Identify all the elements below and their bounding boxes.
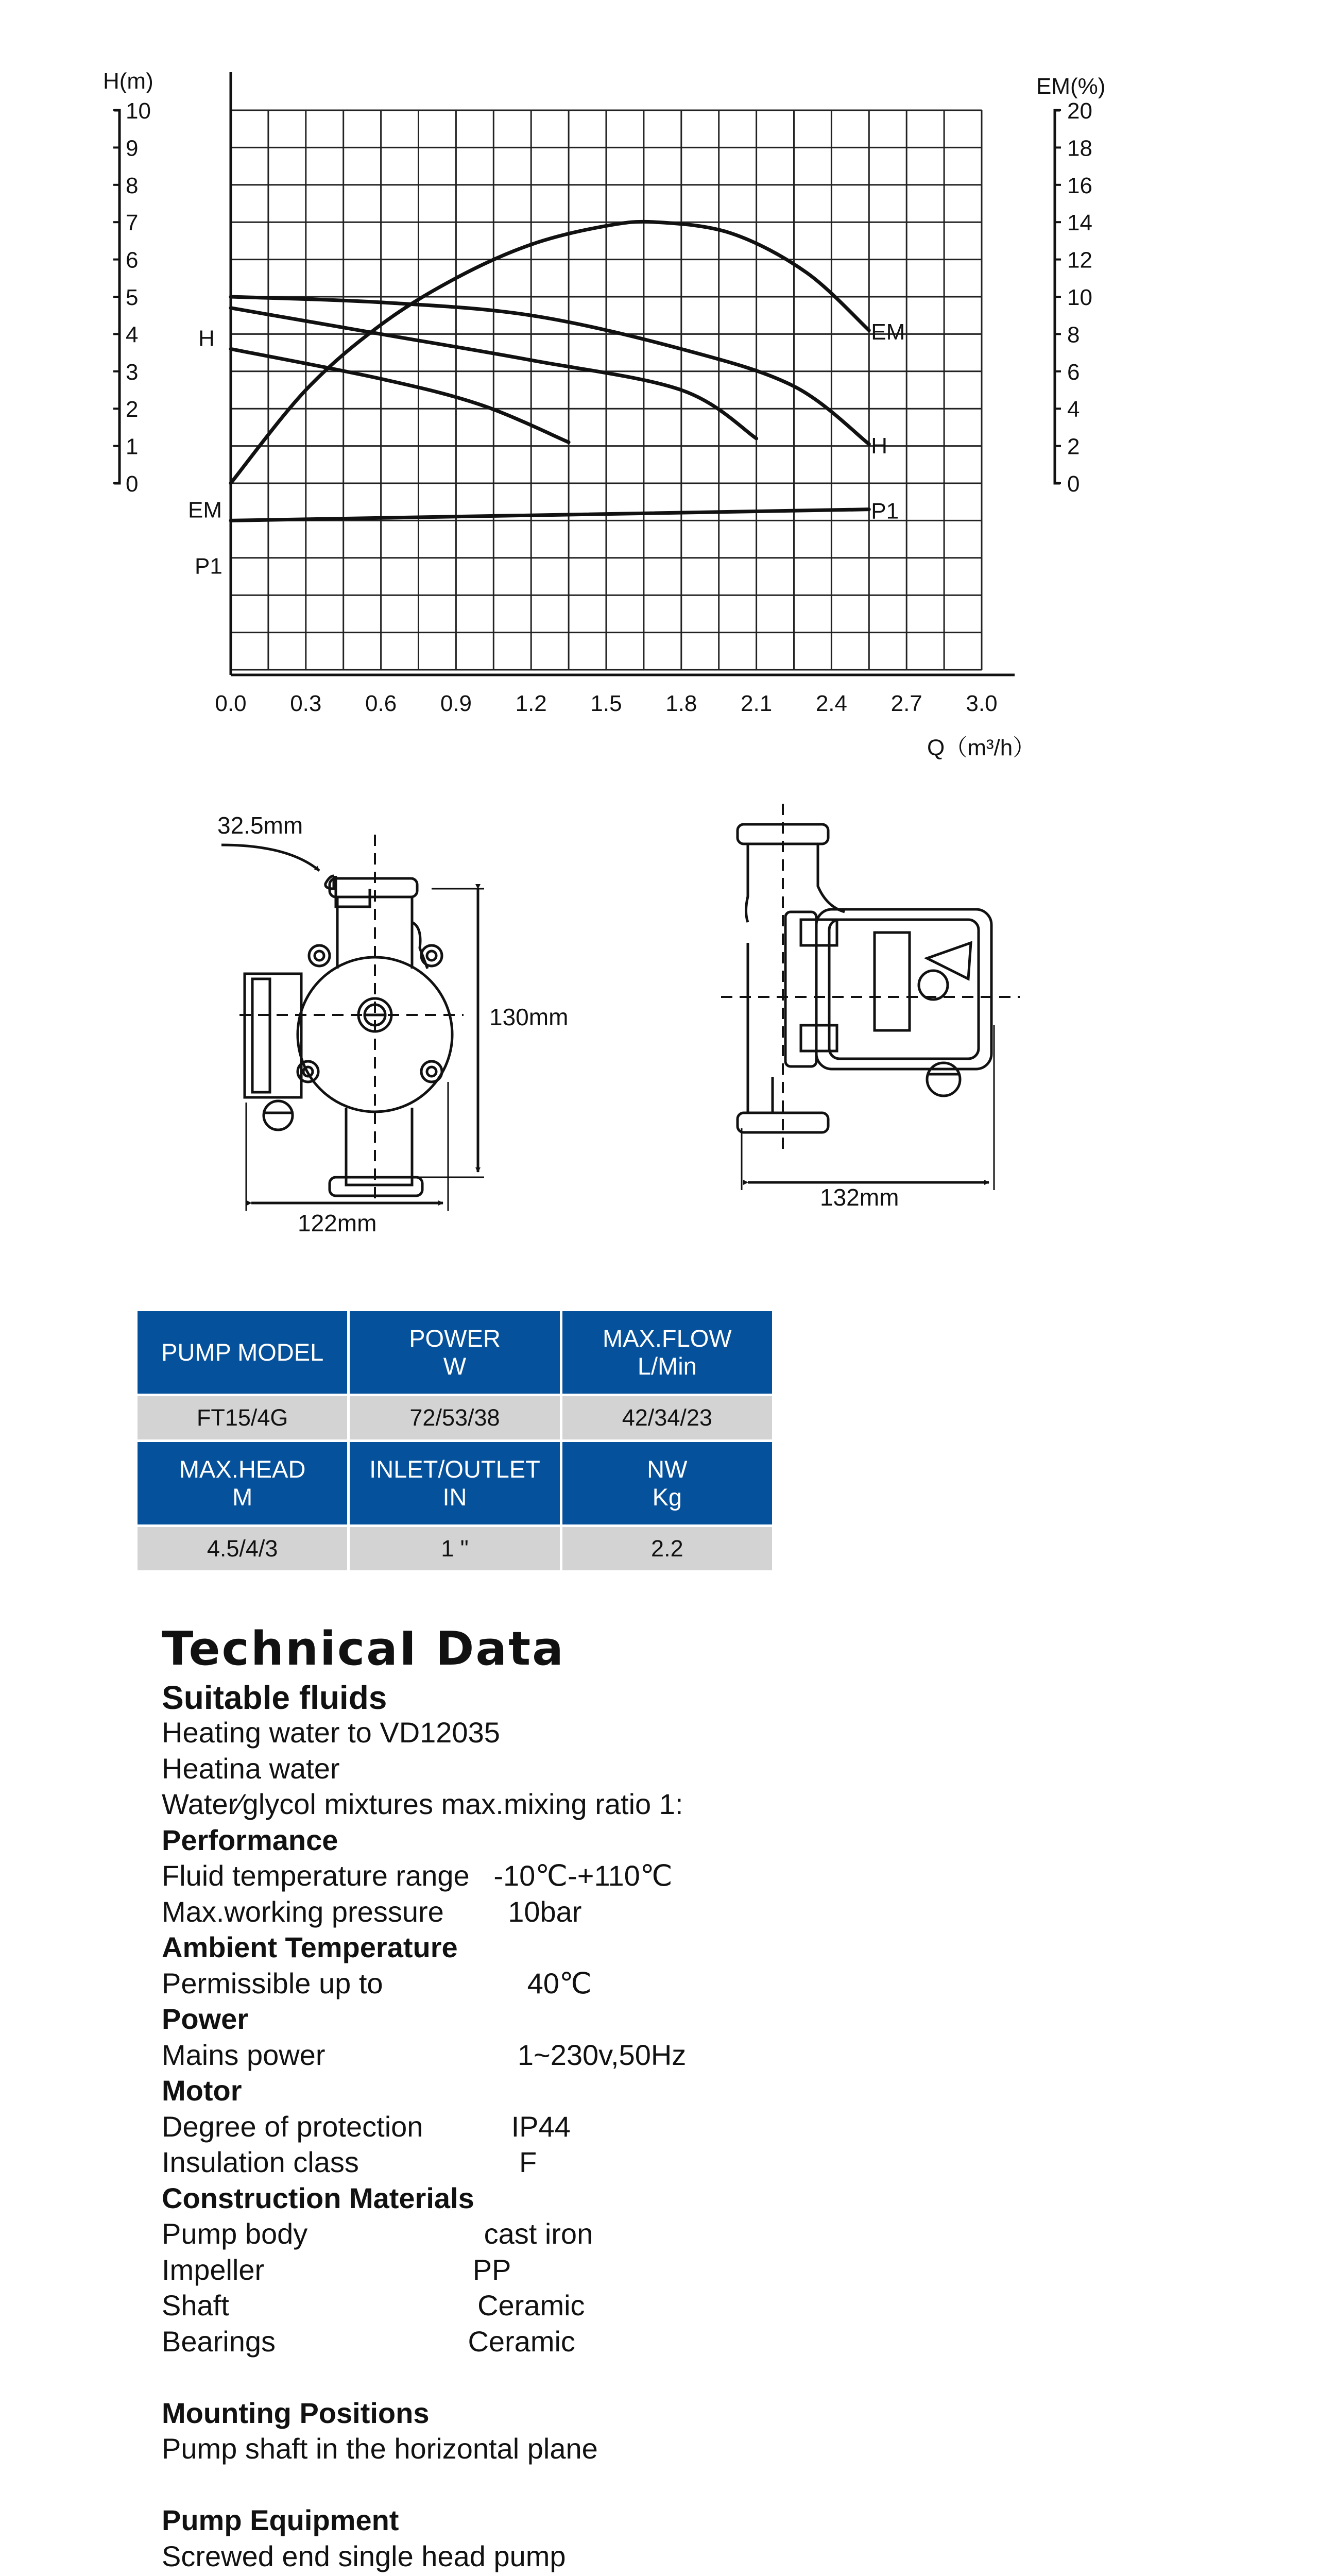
- x-tick-label: 3.0: [966, 691, 998, 716]
- left-tick-label: 7: [126, 210, 139, 236]
- series-end-label: P1: [871, 498, 899, 524]
- spec-line-value: 40℃: [383, 1967, 592, 1999]
- spec-line-label: Bearings: [162, 2325, 276, 2358]
- spec-header-row-1: [136, 1310, 774, 1395]
- spec-line: [162, 2217, 1243, 2253]
- front-view-drawing: [221, 835, 484, 1211]
- section-heading: Suitable fluids: [162, 1679, 387, 1716]
- right-tick-label: 6: [1067, 359, 1080, 385]
- spec-line-value: -10℃-+110℃: [469, 1859, 673, 1892]
- section-gap: [162, 2360, 1243, 2396]
- pump-drawings: [0, 0, 1336, 1278]
- section-heading: Performance: [162, 1823, 338, 1856]
- x-tick-label: 1.2: [515, 691, 547, 716]
- flange-dimension-label: 32.5mm: [217, 812, 303, 839]
- spec-value-cell: 72/53/38: [349, 1395, 561, 1441]
- spec-header-cell: POWER W: [349, 1310, 561, 1395]
- left-tick-label: 3: [126, 359, 139, 385]
- x-tick-label: 0.0: [215, 691, 247, 716]
- series-end-label: EM: [871, 319, 905, 345]
- spec-line-label: Pump shaft in the horizontal plane: [162, 2432, 598, 2465]
- technical-data-body: [162, 1679, 1243, 2576]
- y-left-axis-label: H(m): [103, 69, 153, 94]
- spec-line-label: Impeller: [162, 2253, 265, 2286]
- spec-line-label: Heating water to VD12035: [162, 1716, 500, 1749]
- spec-line-label: Permissible up to: [162, 1967, 383, 1999]
- spec-line-value: F: [358, 2146, 537, 2178]
- spec-line-label: Screwed end single head pump: [162, 2539, 566, 2572]
- height-dimension-label: 130mm: [489, 1004, 569, 1030]
- spec-line-label: Shaft: [162, 2289, 229, 2321]
- technical-data: [162, 1621, 1243, 2576]
- spec-table: [135, 1309, 775, 1573]
- right-tick-label: 2: [1067, 434, 1080, 460]
- right-tick-label: 16: [1067, 173, 1092, 198]
- spec-header-cell: INLET/OUTLET IN: [349, 1441, 561, 1526]
- section-gap: [162, 2468, 1243, 2504]
- x-tick-label: 1.8: [665, 691, 697, 716]
- spec-line-label: Fluid temperature range: [162, 1859, 470, 1892]
- series-end-label: H: [871, 433, 888, 459]
- spec-header-cell: PUMP MODEL: [136, 1310, 349, 1395]
- spec-line-value: 10bar: [443, 1895, 582, 1928]
- spec-line: [162, 1859, 1243, 1895]
- spec-line-label: Heatina water: [162, 1752, 340, 1785]
- side-length-dimension-label: 132mm: [820, 1184, 899, 1211]
- spec-line-value: PP: [264, 2253, 511, 2286]
- section-heading: Power: [162, 2003, 249, 2035]
- spec-line: [162, 1716, 1243, 1752]
- spec-line: [162, 1895, 1243, 1931]
- spec-line-value: cast iron: [307, 2217, 593, 2250]
- right-tick-label: 12: [1067, 247, 1092, 273]
- spec-line: [162, 2539, 1243, 2575]
- side-label: H: [198, 326, 215, 351]
- spec-line: [162, 1752, 1243, 1788]
- left-tick-label: 5: [126, 285, 139, 310]
- y-right-axis-label: EM(%): [1036, 74, 1106, 99]
- left-tick-label: 9: [126, 135, 139, 161]
- x-tick-label: 1.5: [590, 691, 622, 716]
- right-tick-label: 14: [1067, 210, 1092, 236]
- left-tick-label: 2: [126, 397, 139, 422]
- right-tick-label: 4: [1067, 397, 1080, 422]
- right-tick-label: 18: [1067, 135, 1092, 161]
- spec-header-cell: NW Kg: [561, 1441, 773, 1526]
- spec-line: [162, 2432, 1243, 2468]
- spec-line: [162, 1967, 1243, 2003]
- spec-value-cell: 1 ": [349, 1526, 561, 1572]
- left-tick-label: 6: [126, 247, 139, 273]
- spec-line: [162, 2289, 1243, 2325]
- x-tick-label: 0.3: [290, 691, 322, 716]
- spec-header-cell: MAX.FLOW L/Min: [561, 1310, 773, 1395]
- spec-line-label: Insulation class: [162, 2146, 359, 2178]
- right-tick-label: 20: [1067, 98, 1092, 124]
- x-tick-label: 2.4: [815, 691, 847, 716]
- section-heading: Construction Materials: [162, 2181, 474, 2214]
- spec-line: [162, 2253, 1243, 2289]
- spec-line-label: Degree of protection: [162, 2110, 423, 2143]
- x-axis-label: Q（m³/h）: [927, 735, 1036, 760]
- x-tick-label: 2.1: [741, 691, 773, 716]
- left-tick-label: 0: [126, 471, 139, 497]
- spec-value-cell: 42/34/23: [561, 1395, 773, 1441]
- spec-value-cell: FT15/4G: [136, 1395, 349, 1441]
- left-tick-label: 4: [126, 322, 139, 348]
- side-view-drawing: [721, 804, 1020, 1190]
- spec-line: [162, 2145, 1243, 2181]
- side-label: EM: [188, 497, 222, 523]
- spec-line-value: IP44: [423, 2110, 571, 2143]
- spec-value-row-2: [136, 1526, 774, 1572]
- x-tick-label: 0.6: [365, 691, 397, 716]
- spec-line-label: Water⁄glycol mixtures max.mixing ratio 1:: [162, 1788, 683, 1820]
- section-heading: Mounting Positions: [162, 2396, 430, 2429]
- spec-line-label: Max.working pressure: [162, 1895, 444, 1928]
- spec-header-row-2: [136, 1441, 774, 1526]
- section-heading: Pump Equipment: [162, 2504, 399, 2536]
- section-heading: Ambient Temperature: [162, 1931, 458, 1963]
- right-tick-label: 10: [1067, 285, 1092, 310]
- width-dimension-label: 122mm: [298, 1210, 377, 1236]
- right-tick-label: 0: [1067, 471, 1080, 497]
- left-tick-label: 8: [126, 173, 139, 198]
- spec-value-cell: 2.2: [561, 1526, 773, 1572]
- spec-line: [162, 2325, 1243, 2361]
- spec-line-label: Mains power: [162, 2038, 326, 2071]
- section-heading: Motor: [162, 2074, 242, 2107]
- spec-line: [162, 2038, 1243, 2074]
- spec-line: [162, 2110, 1243, 2146]
- spec-value-row-1: [136, 1395, 774, 1441]
- spec-line-value: Ceramic: [276, 2325, 575, 2358]
- left-tick-label: 1: [126, 434, 139, 460]
- left-tick-label: 10: [126, 98, 151, 124]
- spec-header-cell: MAX.HEAD M: [136, 1441, 349, 1526]
- right-tick-label: 8: [1067, 322, 1080, 348]
- spec-line-label: Pump body: [162, 2217, 308, 2250]
- x-tick-label: 0.9: [440, 691, 472, 716]
- x-tick-label: 2.7: [890, 691, 922, 716]
- spec-line-value: Ceramic: [229, 2289, 585, 2321]
- spec-line-value: 1~230v,50Hz: [325, 2038, 687, 2071]
- technical-data-title: TechnicaI Data: [162, 1622, 565, 1676]
- spec-value-cell: 4.5/4/3: [136, 1526, 349, 1572]
- spec-line: [162, 1787, 1243, 1823]
- side-label: P1: [195, 553, 222, 579]
